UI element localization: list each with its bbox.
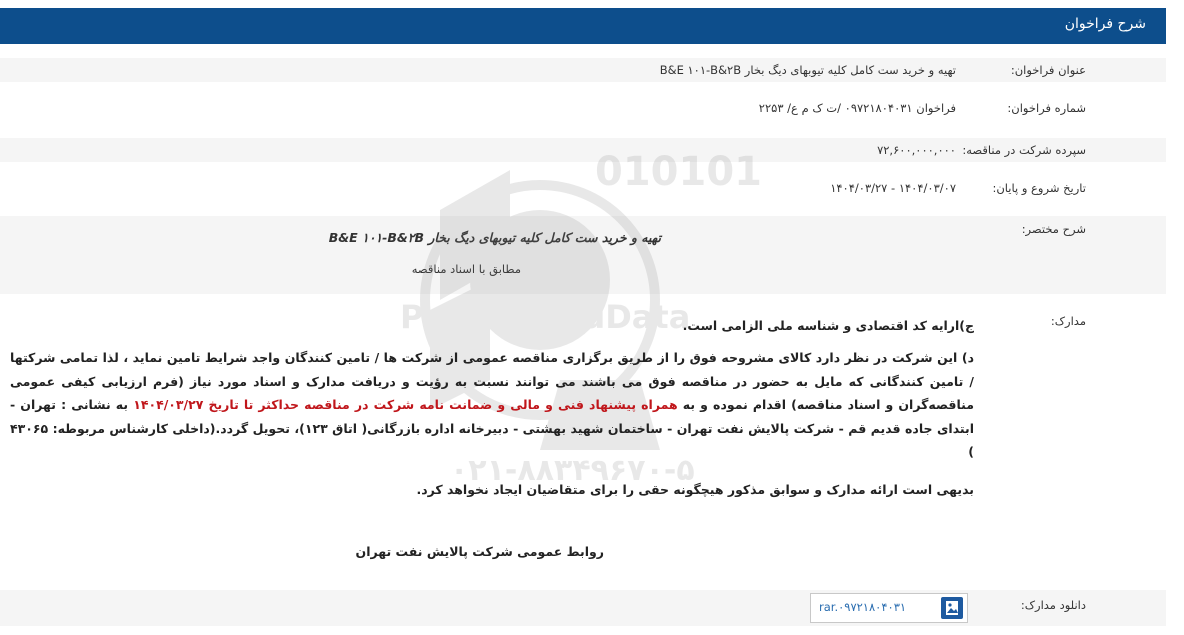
doc-signature: روابط عمومی شرکت پالایش نفت تهران bbox=[355, 544, 604, 559]
section-title: شرح فراخوان bbox=[1064, 16, 1146, 32]
label-download: دانلود مدارک: bbox=[1020, 598, 1086, 612]
watermark-brand: ParsNamadData bbox=[400, 298, 691, 336]
row-tender-number bbox=[0, 96, 1166, 120]
doc-item-d-part1: د) این شرکت در نظر دارد کالای مشروحه فوق را از طریق برگزاری مناقصه عمومی از شرکت ها / تامین کنندگان واجد شرایط تامین نماید ، لذا تمامی شرکتها / تامین کنندگانی که مایل به حضور در مناقصه فوق می باشند می توانند نسبت به رؤیت و دریافت مدارک و اسناد مورد نیاز (فرم ارزیابی کیفی عمومی مناقصه‌گران و اسناد مناقصه) اقدام نموده و به bbox=[10, 350, 974, 412]
download-file-link[interactable] bbox=[810, 593, 968, 623]
row-summary bbox=[0, 216, 1166, 294]
download-file-name[interactable]: rar.۰۹۷۲۱۸۰۴۰۳۱ bbox=[819, 600, 907, 614]
doc-item-c: ج)ارایه کد اقتصادی و شناسه ملی الزامی است. bbox=[682, 318, 974, 333]
label-dates: تاریخ شروع و پایان: bbox=[992, 181, 1086, 195]
summary-line2: مطابق با اسناد مناقصه bbox=[411, 262, 521, 276]
value-tender-title: تهیه و خرید ست کامل کلیه تیوبهای دیگ بخار B&E ۱۰۱-B&۲B bbox=[659, 63, 956, 77]
summary-line1: تهیه و خرید ست کامل کلیه تیوبهای دیگ بخار B&E ۱۰۱-B&۲B bbox=[328, 230, 661, 245]
row-download bbox=[0, 590, 1166, 626]
watermark-digits: 010101 bbox=[595, 150, 762, 195]
row-tender-title bbox=[0, 58, 1166, 82]
doc-item-d-deadline: همراه پیشنهاد فنی و مالی و ضمانت نامه شرکت در مناقصه حداکثر تا تاریخ ۱۴۰۴/۰۳/۲۷ bbox=[133, 397, 678, 412]
label-summary: شرح مختصر: bbox=[1021, 222, 1086, 236]
value-deposit: ۷۲,۶۰۰,۰۰۰,۰۰۰ bbox=[877, 143, 956, 157]
label-deposit: سپرده شرکت در مناقصه: bbox=[962, 143, 1086, 157]
doc-item-d-part2: به نشانی : تهران - ابتدای جاده قدیم قم - شرکت پالایش نفت تهران - ساختمان شهید بهشتی - دبیرخانه اداره بازرگانی( اتاق ۱۲۳)، تحویل گردد.(داخلی کارشناس مربوطه: ۴۳۰۶۵ ) bbox=[10, 397, 974, 459]
row-deposit bbox=[0, 138, 1166, 162]
value-dates: ۱۴۰۴/۰۳/۰۷ - ۱۴۰۴/۰۳/۲۷ bbox=[830, 181, 956, 195]
label-tender-title: عنوان فراخوان: bbox=[1010, 63, 1086, 77]
doc-item-e: بدیهی است ارائه مدارک و سوابق مذکور هیچگونه حقی را برای متقاضیان ایجاد نخواهد کرد. bbox=[416, 482, 974, 497]
label-tender-number: شماره فراخوان: bbox=[1007, 101, 1086, 115]
section-header bbox=[0, 8, 1166, 44]
row-dates bbox=[0, 176, 1166, 200]
label-documents: مدارک: bbox=[1050, 314, 1086, 328]
image-file-icon[interactable] bbox=[941, 597, 963, 619]
doc-item-d bbox=[10, 346, 974, 464]
watermark-phone: ۰۲۱-۸۸۳۴۹۶۷۰-۵ bbox=[450, 453, 695, 488]
value-tender-number: فراخوان ۰۹۷۲۱۸۰۴۰۳۱ /ت ک م ع/ ۲۲۵۳ bbox=[758, 101, 956, 115]
